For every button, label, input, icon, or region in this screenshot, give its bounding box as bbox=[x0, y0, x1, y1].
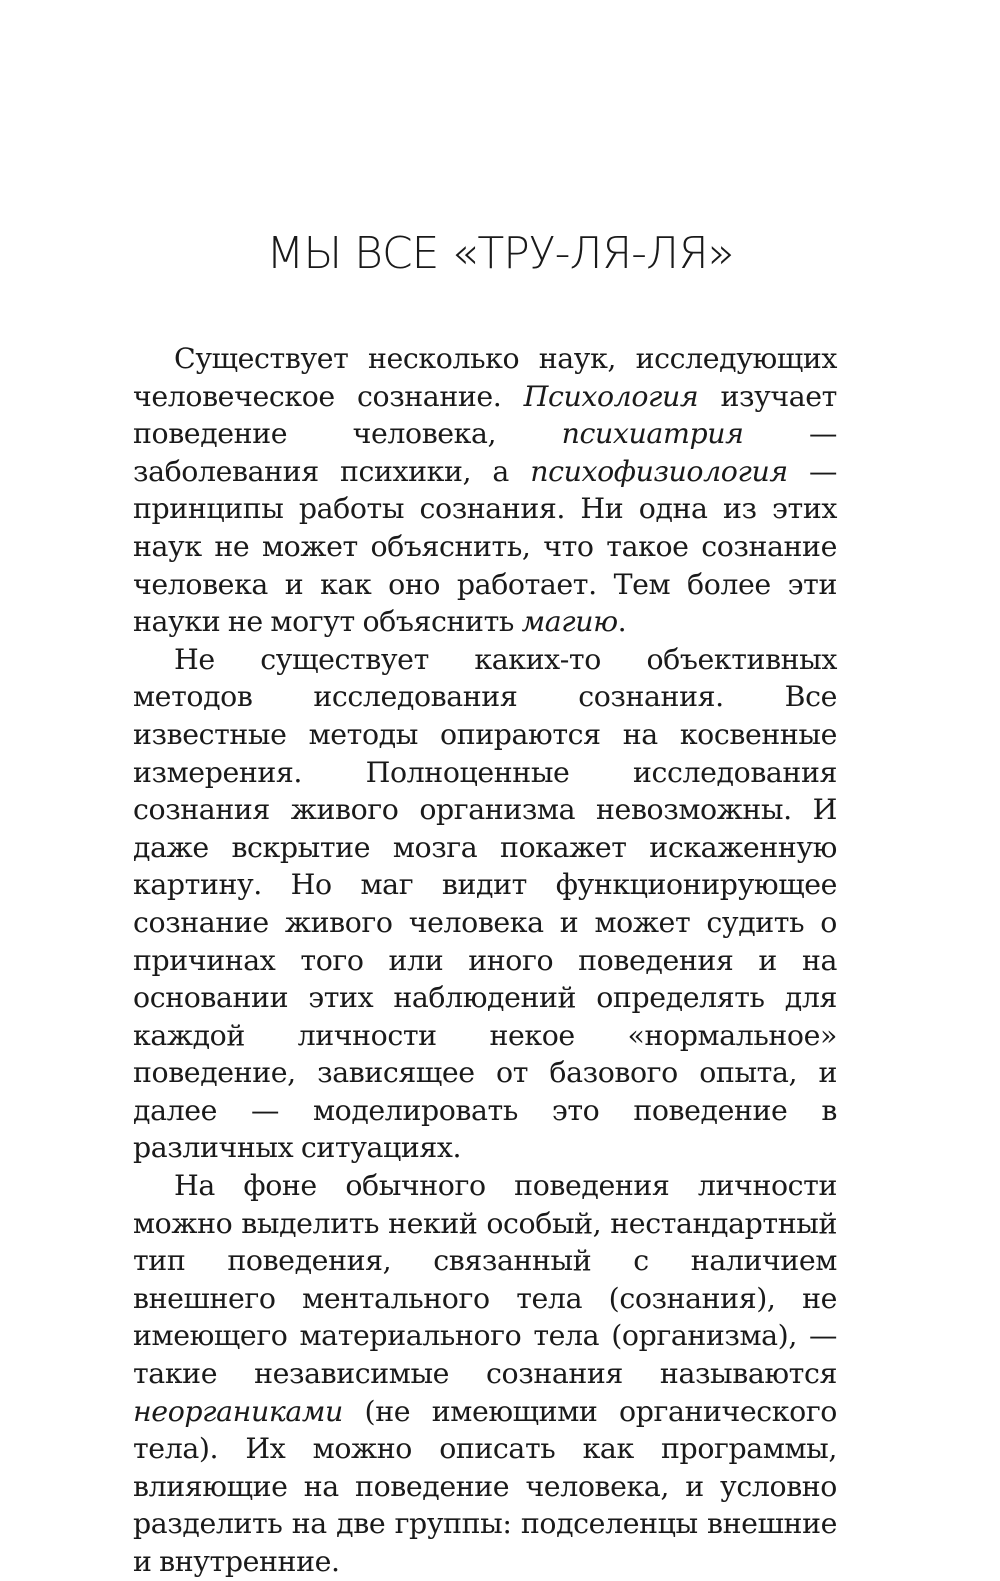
italic-term-magic: магию bbox=[521, 605, 618, 639]
italic-term-psychiatry: психиатрия bbox=[561, 417, 744, 451]
paragraph-1 bbox=[133, 340, 837, 641]
text-span: (не имеющими органического тела). Их можно описать как программы, влияющие на поведение человека, и условно разделить на две группы: подселенцы внешние и внутренние. bbox=[133, 1394, 837, 1578]
italic-term-psychology: Психология bbox=[523, 379, 699, 413]
text-span: На фоне обычного поведения личности можно выделить некий особый, нестандартный тип поведения, связанный с наличием внешнего ментального тела (сознания), не имеющего материального тела (организма), — такие независимые сознания называются bbox=[133, 1169, 837, 1391]
text-span: Существует несколько наук, исследующих человеческое сознание. bbox=[133, 342, 837, 413]
text-span: — принципы работы сознания. Ни одна из этих наук не может объяснить, что такое сознание человека и как оно работает. Тем более эти науки не могут объяснить bbox=[133, 454, 837, 639]
body-text bbox=[133, 340, 837, 1581]
text-span: — заболевания психики, а bbox=[133, 417, 837, 488]
text-span: . bbox=[617, 605, 627, 639]
italic-term-inorganics: неорганиками bbox=[133, 1394, 343, 1428]
paragraph-3 bbox=[133, 1167, 837, 1581]
italic-term-psychophysiology: психофизиология bbox=[530, 454, 788, 488]
chapter-title: МЫ ВСЕ «ТРУ-ЛЯ-ЛЯ» bbox=[266, 228, 734, 279]
paragraph-2: Не существует каких-то объективных методов исследования сознания. Все известные методы опираются на косвенные измерения. Полноценные исследования сознания живого организма невозможны. И даже вскрытие мозга покажет искаженную картину. Но маг видит функционирующее сознание живого человека и может судить о причинах того или иного поведения и на основании этих наблюдений определять для каждой личности некое «нормальное» поведение, зависящее от базового опыта, и далее — моделировать это поведение в различных ситуациях. bbox=[133, 642, 837, 1165]
text-span: изучает поведение человека, bbox=[133, 379, 837, 451]
